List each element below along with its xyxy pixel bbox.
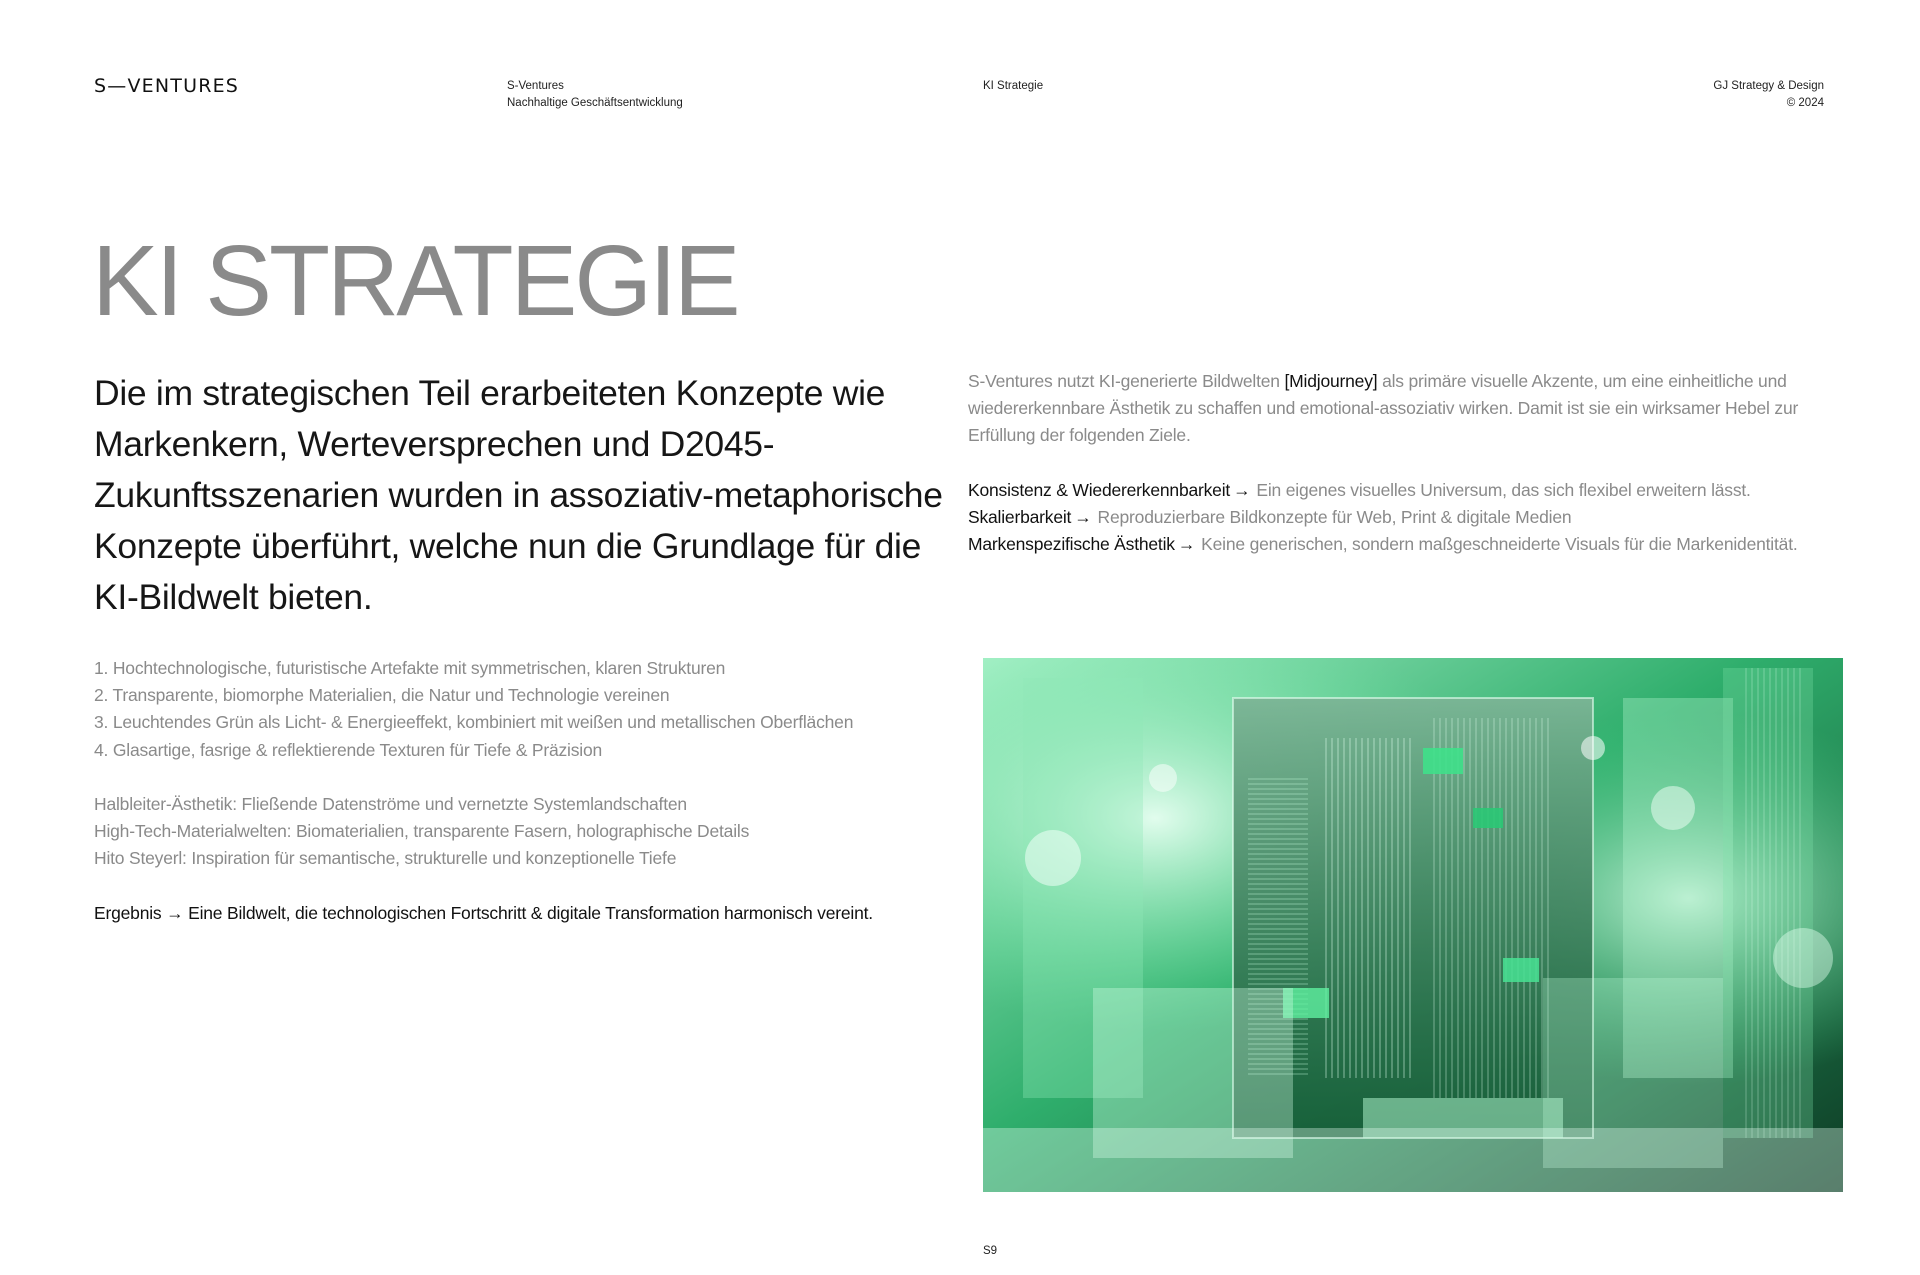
goal-text: Ein eigenes visuelles Universum, das sich flexibel erweitern lässt. (1256, 480, 1751, 500)
midjourney-highlight: [Midjourney] (1284, 371, 1378, 391)
list-item: High-Tech-Materialwelten: Biomaterialien, transparente Fasern, holographische Details (94, 821, 750, 842)
header-project (507, 78, 683, 112)
lead-paragraph: Die im strategischen Teil erarbeiteten Konzepte wie Markenkern, Werteversprechen und D2045-Zukunftsszenarien wurden in assoziativ-metaphorische Konzepte überführt, welche nun die Grundlage für die KI-Bildwelt bieten. (94, 373, 943, 617)
header-project-subtitle: Nachhaltige Geschäftsentwicklung (507, 97, 683, 109)
arrow-right-icon: → (1233, 480, 1251, 500)
goal-item (968, 504, 1868, 531)
list-item: 1. Hochtechnologische, futuristische Artefakte mit symmetrischen, klaren Strukturen (94, 658, 726, 678)
goal-text: Reproduzierbare Bildkonzepte für Web, Print & digitale Medien (1097, 507, 1572, 528)
header-credit (1713, 78, 1824, 112)
header-section (983, 78, 1043, 95)
header-credit-agency: GJ Strategy & Design (1713, 80, 1824, 92)
list-item: Halbleiter-Ästhetik: Fließende Datenströme und vernetzte Systemlandschaften (94, 794, 687, 814)
list-item: 4. Glasartige, fasrige & reflektierende Texturen für Tiefe & Präzision (94, 739, 603, 760)
intro-text-1: S-Ventures nutzt KI-generierte Bildwelten (968, 371, 1285, 391)
header-credit-year: © 2024 (1786, 97, 1824, 109)
list-item: 3. Leuchtendes Grün als Licht- & Energieeffekt, kombiniert mit weißen und metallischen Oberflächen (94, 712, 854, 733)
brand-logo: S—VENTURES (94, 75, 240, 97)
glass-circuit-illustration (983, 658, 1843, 1192)
goal-key: Skalierbarkeit (968, 507, 1072, 528)
header-project-name: S-Ventures (507, 80, 564, 92)
page-number: S9 (983, 1245, 998, 1257)
list-item: Hito Steyerl: Inspiration für semantische, strukturelle und konzeptionelle Tiefe (94, 848, 677, 869)
goal-text: Keine generischen, sondern maßgeschneiderte Visuals für die Markenidentität. (1201, 534, 1798, 555)
goal-item (968, 531, 1868, 558)
goals-list (968, 477, 1868, 559)
arrow-right-icon: → (1177, 534, 1196, 555)
page-title: KI STRATEGIE (92, 225, 738, 337)
concept-list (94, 655, 954, 764)
goal-key: Konsistenz & Wiedererkennbarkeit (968, 480, 1231, 500)
result-statement: Ergebnis → Eine Bildwelt, die technologischen Fortschritt & digitale Transformation harmonisch vereint. (94, 903, 873, 923)
arrow-right-icon: → (1074, 507, 1092, 528)
ai-generated-artwork (983, 658, 1843, 1192)
list-item: 2. Transparente, biomorphe Materialien, die Natur und Technologie vereinen (94, 685, 670, 706)
influence-list (94, 791, 954, 873)
intro-text-2: als primäre visuelle Akzente, um eine einheitliche und wiedererkennbare Ästhetik zu schaffen und emotional-assoziativ wirken. Damit ist sie ein wirksamer Hebel zur Erfüllung der folgenden Ziele. (968, 371, 1799, 446)
intro-paragraph (968, 368, 1848, 450)
goal-key: Markenspezifische Ästhetik (968, 534, 1175, 555)
header-section-name: KI Strategie (983, 80, 1044, 92)
goal-item (968, 477, 1868, 504)
